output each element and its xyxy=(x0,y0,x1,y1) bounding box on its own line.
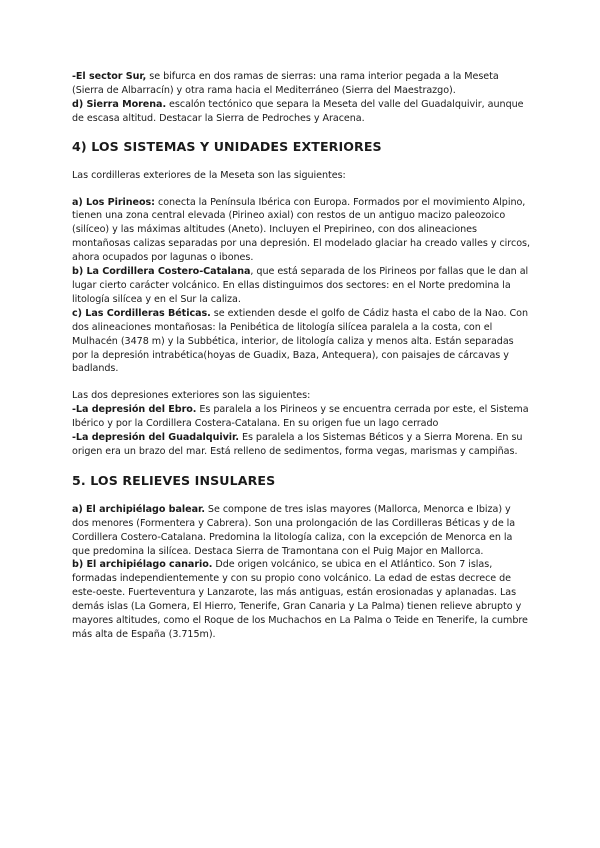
text-beticas: se extienden desde el golfo de Cádiz hasta el cabo de la Nao. Con dos alineaciones montañosas: la Penibética de litología silícea paralela a la costa, con el Mulhacén (3478 m) y la Subbética, interior, de litología caliza y menos alta. Están separadas por la depresión intrabética(hoyas de Guadix, Baza, Antequera), con paisajes de cárcavas y badlands. xyxy=(72,307,529,375)
term-costero-catalana: b) La Cordillera Costero-Catalana xyxy=(72,266,251,278)
paragraph-ebro xyxy=(72,403,530,431)
paragraph-balear xyxy=(72,503,530,559)
text-sierra-morena: escalón tectónico que separa la Meseta del valle del Guadalquivir, aunque de escasa altitud. Destacar la Sierra de Pedroches y Aracena. xyxy=(72,98,524,124)
text-guadalquivir: Es paralela a los Sistemas Béticos y a Sierra Morena. En su origen era un brazo del mar. Está relleno de sedimentos, forma vegas, marismas y campiñas. xyxy=(72,432,523,457)
term-sierra-morena: d) Sierra Morena. xyxy=(72,98,167,110)
paragraph-costero-catalana xyxy=(72,265,530,307)
paragraph-sierra-morena xyxy=(72,98,530,126)
term-beticas: c) Las Cordilleras Béticas. xyxy=(72,307,211,319)
text-costero-catalana: , que está separada de los Pirineos por fallas que le dan al lugar cierto carácter volcánico. En ellas distinguimos dos sectores: en el Norte predomina la litología silícea y en el Sur la caliza. xyxy=(72,266,529,305)
paragraph-sector-sur xyxy=(72,70,530,98)
section-4-heading: 4) LOS SISTEMAS Y UNIDADES EXTERIORES xyxy=(72,138,382,154)
section-4-lead: Las cordilleras exteriores de la Meseta son las siguientes: xyxy=(72,169,346,181)
section-5-heading: 5. LOS RELIEVES INSULARES xyxy=(72,472,276,488)
text-ebro: Es paralela a los Pirineos y se encuentra cerrada por este, el Sistema Ibérico y por la Cordillera Costera-Catalana. En su origen fue un lago cerrado xyxy=(72,404,529,430)
depresiones-lead: Las dos depresiones exteriores son las siguientes: xyxy=(72,390,311,402)
document-page xyxy=(72,70,530,642)
term-canario: b) El archipiélago canario. xyxy=(72,559,213,571)
paragraph-pirineos xyxy=(72,196,530,266)
term-ebro: -La depresión del Ebro. xyxy=(72,404,197,416)
text-pirineos: conecta la Península Ibérica con Europa. Formados por el movimiento Alpino, tienen una zona central elevada (Pirineo axial) con restos de un antiguo macizo paleozoico (silíceo) y las máximas altitudes (Aneto). Incluyen el Prepirineo, con dos alineaciones montañosas calizas separadas por una depresión. El modelado glaciar ha creado valles y circos, ahora ocupados por lagunas o ibones. xyxy=(72,196,530,264)
text-balear: Se compone de tres islas mayores (Mallorca, Menorca e Ibiza) y dos menores (Formentera y Cabrera). Son una prolongación de las Cordilleras Béticas y de la Cordillera Costero-Catalana. Predomina la litología caliza, con la excepción de Menorca en la que predomina la silícea. Destaca Sierra de Tramontana con el Puig Major en Mallorca. xyxy=(72,503,516,557)
term-pirineos: a) Los Pirineos: xyxy=(72,196,155,208)
paragraph-beticas xyxy=(72,307,530,377)
term-sector-sur: -El sector Sur, xyxy=(72,71,147,82)
term-balear: a) El archipiélago balear. xyxy=(72,503,205,515)
paragraph-canario xyxy=(72,558,530,641)
text-sector-sur: se bifurca en dos ramas de sierras: una rama interior pegada a la Meseta (Sierra de Albarracín) y otra rama hacia el Mediterráneo (Sierra del Maestrazgo). xyxy=(72,71,499,96)
term-guadalquivir: -La depresión del Guadalquivir. xyxy=(72,432,239,444)
text-canario: Dde origen volcánico, se ubica en el Atlántico. Son 7 islas, formadas independientemente y con su propio cono volcánico. La edad de estas decrece de este-oeste. Fuerteventura y Lanzarote, las más antiguas, están erosionadas y aplanadas. Las demás islas (La Gomera, El Hierro, Tenerife, Gran Canaria y La Palma) tienen relieve abrupto y mayores altitudes, como el Roque de los Muchachos en La Palma o Teide en Tenerife, la cumbre más alta de España (3.715m). xyxy=(72,559,528,640)
paragraph-guadalquivir xyxy=(72,431,530,459)
